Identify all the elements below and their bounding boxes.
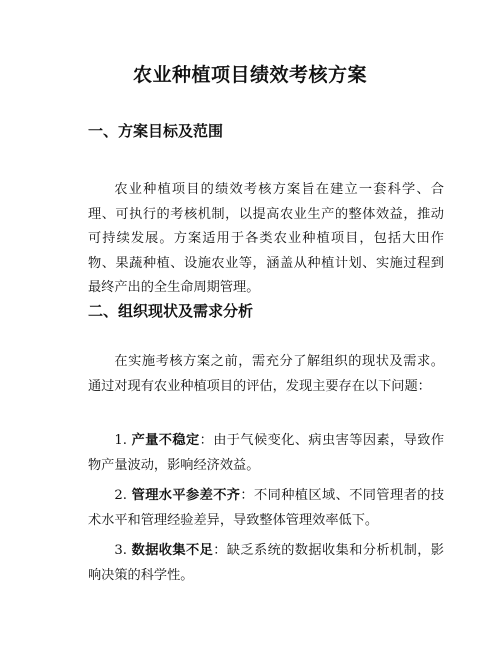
issue-list-item <box>88 484 444 533</box>
section-heading-analysis: 二、组织现状及需求分析 <box>88 302 254 320</box>
issue-description: ：缺乏系统的数据收集和分析机制，影响决策的科学性。 <box>88 543 444 583</box>
issue-list-item <box>88 429 444 478</box>
issue-description: ：不同种植区域、不同管理者的技术水平和管理经验差异，导致整体管理效率低下。 <box>88 488 445 528</box>
issue-term: 产量不稳定 <box>131 433 200 448</box>
issue-list-item <box>88 539 444 588</box>
issue-term: 数据收集不足 <box>131 543 214 558</box>
issue-number: 1. <box>114 433 127 448</box>
issue-number: 3. <box>114 543 127 558</box>
issue-number: 2. <box>114 488 127 503</box>
issue-term: 管理水平参差不齐 <box>131 488 241 503</box>
issue-description: ：由于气候变化、病虫害等因素，导致作物产量波动，影响经济效益。 <box>88 433 445 473</box>
section-heading-goals: 一、方案目标及范围 <box>88 122 224 140</box>
document-title: 农业种植项目绩效考核方案 <box>132 64 367 86</box>
section-goals-paragraph: 农业种植项目的绩效考核方案旨在建立一套科学、合理、可执行的考核机制，以提高农业生产的整体效益，推动可持续发展。方案适用于各类农业种植项目，包括大田作物、果蔬种植、设施农业等，涵盖从种植计划、实施过程到最终产出的全生命周期管理。 <box>88 182 444 295</box>
section-analysis-paragraph: 在实施考核方案之前，需充分了解组织的现状及需求。通过对现有农业种植项目的评估，发现主要存在以下问题： <box>88 354 444 394</box>
